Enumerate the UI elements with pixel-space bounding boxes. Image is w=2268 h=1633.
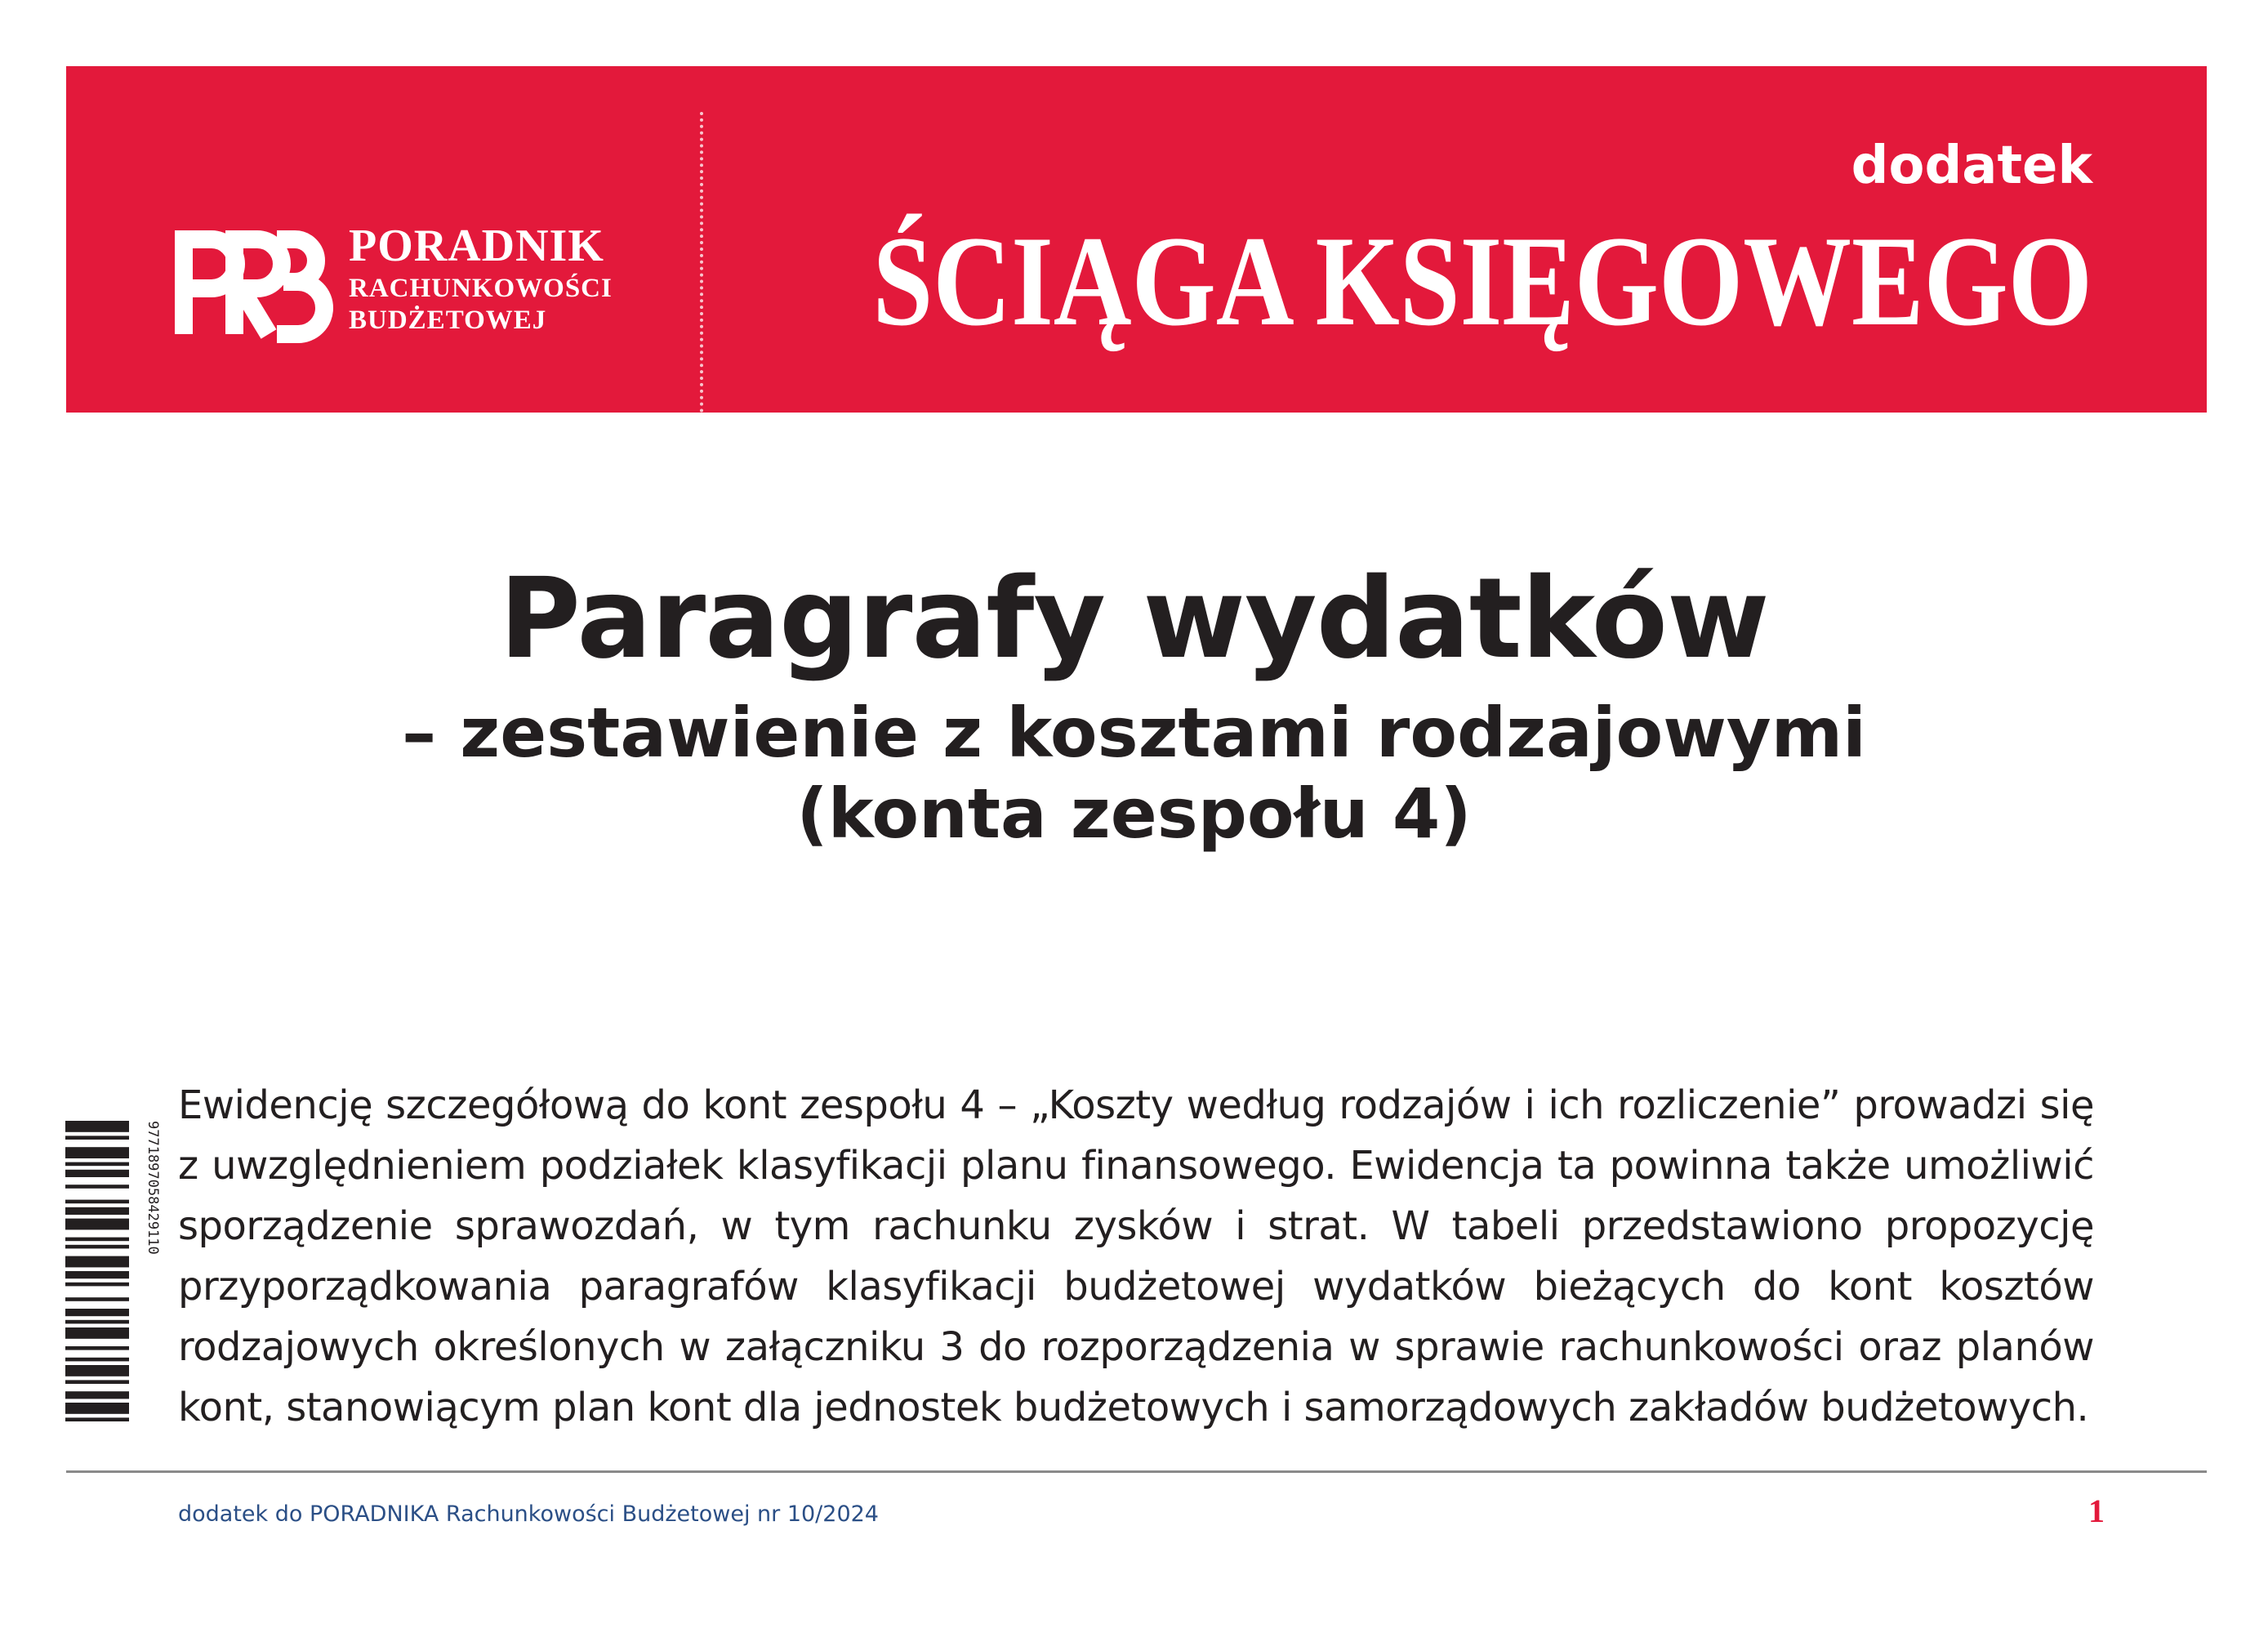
barcode-bar xyxy=(65,1207,129,1215)
barcode-bar xyxy=(65,1136,129,1140)
page-title: Paragrafy wydatków xyxy=(499,555,1769,684)
barcode-bar xyxy=(65,1121,129,1132)
logo xyxy=(172,221,613,336)
header-banner xyxy=(66,66,2207,413)
barcode-icon xyxy=(65,1121,161,1423)
logo-line-rachunkowosci: RACHUNKOWOŚCI xyxy=(349,274,613,303)
barcode-bar xyxy=(65,1403,129,1414)
barcode-bar xyxy=(65,1417,129,1421)
barcode-bar xyxy=(65,1346,129,1350)
banner-divider xyxy=(700,112,703,413)
barcode-bar xyxy=(65,1185,129,1189)
barcode-bar xyxy=(65,1219,129,1230)
page-subtitle: – zestawienie z kosztami rodzajowymi xyxy=(402,693,1866,773)
logo-line-budzetowej: BUDŻETOWEJ xyxy=(349,306,547,335)
barcode-bar xyxy=(65,1271,129,1278)
barcode-bar xyxy=(65,1238,129,1242)
barcode-bar xyxy=(65,1309,129,1316)
page-number: 1 xyxy=(2088,1492,2105,1529)
barcode-bar xyxy=(65,1147,129,1158)
barcode-bar xyxy=(65,1162,129,1167)
supplement-title: ŚCIĄGA KSIĘGOWEGO xyxy=(872,210,2092,353)
footer-publication-note: dodatek do PORADNIKA Rachunkowości Budżetowej nr 10/2024 xyxy=(178,1501,879,1527)
footer-divider xyxy=(66,1470,2207,1473)
barcode-bar xyxy=(65,1170,129,1177)
logo-line-poradnik: PORADNIK xyxy=(349,221,604,271)
intro-paragraph: Ewidencję szczegółową do kont zespołu 4 – „Koszty według rodzajów i ich rozliczenie” prowadzi się z uwzględnieniem podziałek klasyfikacji planu finansowego. Ewidencja ta powinna także umożliwić sporządzenie sprawozdań, w tym rachunku zysków i strat. W tabeli przedstawiono propozycję przyporządkowania paragrafów klasyfikacji budżetowej wydatków bieżących do kont kosztów rodzajowych określonych w załączniku 3 do rozporządzenia w sprawie rachunkowości oraz planów kont, stanowiącym plan kont dla jednostek budżetowych i samorządowych zakładów budżetowych. xyxy=(178,1082,2094,1430)
barcode-bar xyxy=(65,1283,129,1287)
barcode-bar xyxy=(65,1380,129,1384)
barcode-bar xyxy=(65,1200,129,1204)
supplement-label: dodatek xyxy=(1851,136,2092,196)
barcode-bar xyxy=(65,1297,129,1301)
prb-logo-icon xyxy=(172,221,328,336)
barcode-bar xyxy=(65,1256,129,1268)
barcode-bar xyxy=(65,1365,129,1376)
logo-wordmark xyxy=(349,223,613,334)
title-block xyxy=(0,555,2268,854)
barcode-bar xyxy=(65,1245,129,1249)
barcode-digits: 9771897058429110 xyxy=(145,1121,161,1255)
barcode-bar xyxy=(65,1320,129,1324)
barcode-bar xyxy=(65,1327,129,1339)
barcode-bar xyxy=(65,1391,129,1399)
page-subtitle-secondary: (konta zespołu 4) xyxy=(796,774,1472,854)
barcode-bar xyxy=(65,1358,129,1362)
